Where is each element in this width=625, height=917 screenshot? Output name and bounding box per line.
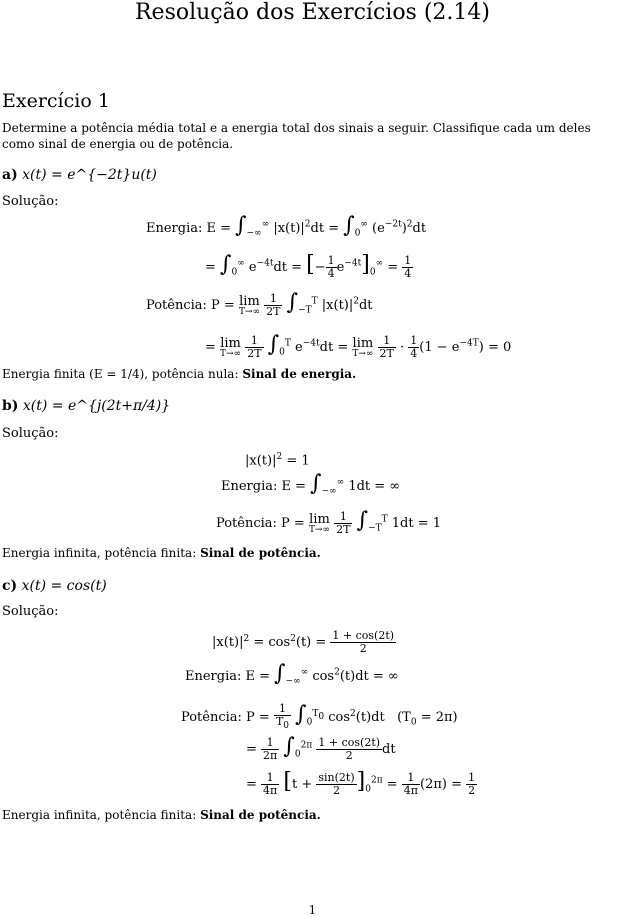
part-c-label: c) bbox=[2, 578, 18, 594]
part-c-power-eq2: = $\frac{1}{2\pi}$ $\int_0^{2\pi}$ $\frac{1 + \cos(2t)}{2}$ dt bbox=[246, 734, 396, 762]
part-a-solution-label: Solução: bbox=[2, 194, 59, 209]
part-a-power-eq2: = lim T→∞ $\frac{1}{2T}$ $\int_0^T$ $e^{-4t}dt = \lim$ T→∞ $\frac{1}{2T}$ · $\frac{1}{4}$ $(1 - e^{-4T}) = 0$ bbox=[205, 332, 512, 360]
part-b-label: b) bbox=[2, 398, 19, 414]
part-c-header bbox=[2, 578, 107, 594]
part-a-conclusion: Energia finita (E = 1/4), potência nula: Sinal de energia. bbox=[2, 367, 357, 381]
energy-label: Energia: bbox=[146, 221, 203, 236]
part-c-signal: x(t) = cos(t) bbox=[21, 578, 107, 594]
part-a-header bbox=[2, 167, 157, 183]
part-b-energy-eq: Energia: $E = \int_{-\infty}^\infty$ 1dt = ∞ bbox=[221, 471, 401, 497]
part-b-solution-label: Solução: bbox=[2, 426, 59, 441]
part-b-conclusion: Energia infinita, potência finita: Sinal de potência. bbox=[2, 546, 321, 560]
page-number: 1 bbox=[308, 903, 317, 917]
part-a-power-eq: Potência: P = lim T→∞ $\frac{1}{2T}$ $\int_{-T}^T$ $|x(t)|^2dt$ bbox=[146, 290, 373, 318]
part-c-power-eq3: = $\frac{1}{4\pi}$ [t + $\frac{\sin(2t)}{2}$ ]$_0^{2\pi}$ = $\frac{1}{4\pi}$ (2π) = $\frac{1}{2}$ bbox=[246, 769, 476, 797]
part-c-power-eq: Potência: P = $\frac{1}{T_0}$ $\int_0^{T_0}$ $\cos^2(t)dt$ $(T_0 = 2\pi)$ bbox=[181, 702, 458, 732]
power-label: Potência: bbox=[146, 298, 207, 313]
part-b-mod-eq: $|x(t)|^2 = 1$ bbox=[245, 452, 310, 469]
part-a-energy-eq: Energia: $E = \int_{-\infty}^\infty$ $|x(t)|^2dt = \int_0^\infty$ $(e^{-2t})^2dt$ bbox=[146, 213, 427, 239]
part-c-solution-label: Solução: bbox=[2, 604, 59, 619]
part-c-mod-eq: $|x(t)|^2 = \cos^2(t)$ = $\frac{1 + \cos(2t)}{2}$ bbox=[212, 629, 395, 656]
intro-text: Determine a potência média total e a energia total dos sinais a seguir. Classifique cada um deles como sinal de energia ou de potência. bbox=[2, 121, 591, 151]
part-b-power-eq: Potência: P = lim T→∞ $\frac{1}{2T}$ $\int_{-T}^T$ 1dt = 1 bbox=[216, 508, 442, 536]
page-title: Resolução dos Exercícios (2.14) bbox=[134, 0, 490, 25]
part-c-conclusion: Energia infinita, potência finita: Sinal de potência. bbox=[2, 808, 321, 822]
section-title: Exercício 1 bbox=[2, 90, 110, 112]
part-b-header bbox=[2, 398, 170, 414]
part-a-label: a) bbox=[2, 167, 18, 183]
part-b-signal: x(t) = e^{j(2t+π/4)} bbox=[22, 398, 171, 414]
part-a-energy-eq2: = $\int_0^\infty$ $e^{-4t}dt$ = [− $\frac{1}{4}$ $e^{-4t}]_0^\infty$ = $\frac{1}{4}$ bbox=[205, 252, 412, 280]
part-c-energy-eq: Energia: $E = \int_{-\infty}^\infty$ $\cos^2(t)dt$ = ∞ bbox=[185, 661, 399, 687]
part-a-signal: x(t) = e^{−2t}u(t) bbox=[22, 167, 157, 183]
